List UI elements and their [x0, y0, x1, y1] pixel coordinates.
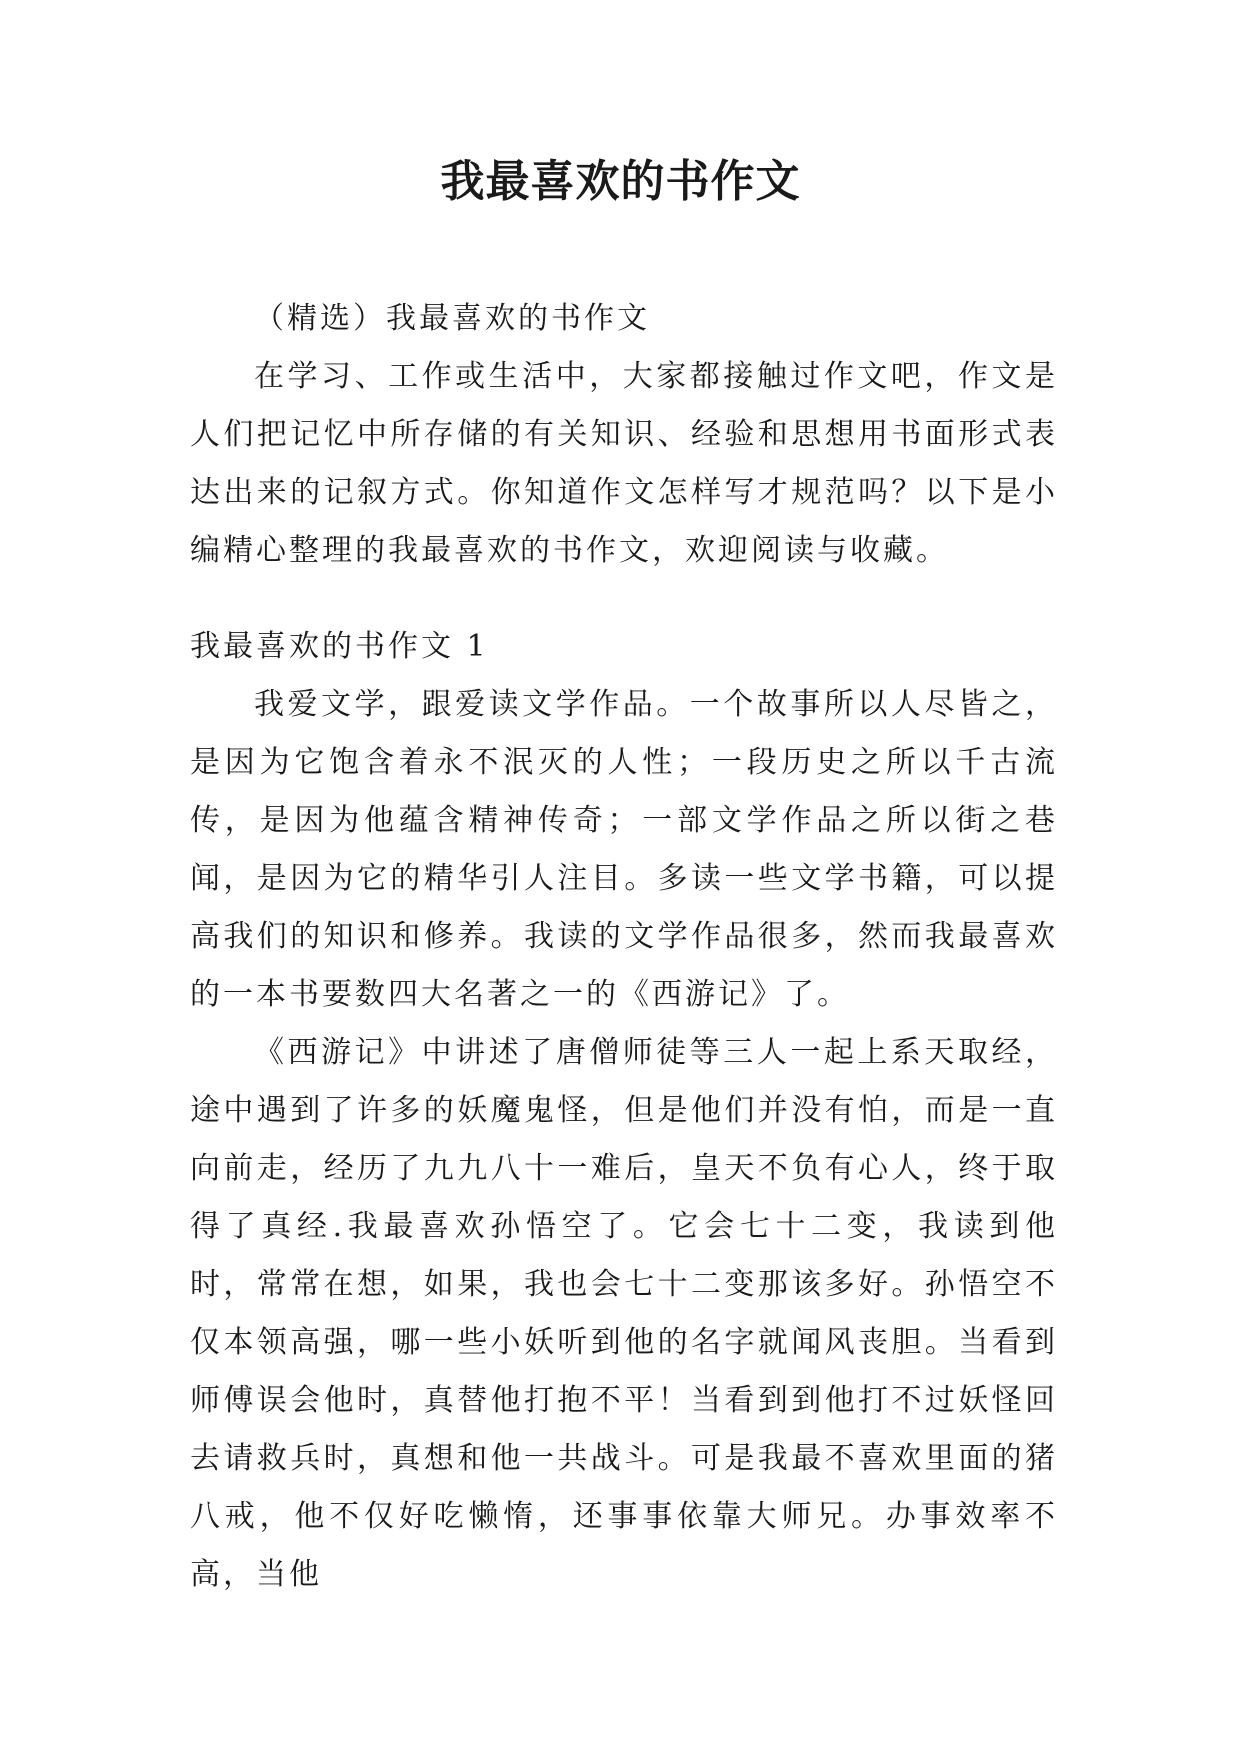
intro-label: （精选）我最喜欢的书作文: [254, 301, 650, 336]
page-title: 我最喜欢的书作文: [440, 156, 801, 207]
intro-paragraph: 在学习、工作或生活中，大家都接触过作文吧，作文是人们把记忆中所存储的有关知识、经验和思想用书面形式表达出来的记叙方式。你知道作文怎样写才规范吗？以下是小编精心整理的我最喜欢的书作文，欢迎阅读与收藏。: [190, 359, 1058, 568]
document-body: [190, 290, 1058, 1604]
section-paragraph-1: 我爱文学，跟爱读文学作品。一个故事所以人尽皆之，是因为它饱含着永不泯灭的人性；一段历史之所以千古流传，是因为他蕴含精神传奇；一部文学作品之所以街之巷闻，是因为它的精华引人注目。多读一些文学书籍，可以提高我们的知识和修养。我读的文学作品很多，然而我最喜欢的一本书要数四大名著之一的《西游记》了。: [190, 687, 1058, 1012]
section-spacer: [190, 580, 1058, 618]
section-paragraph-2: 《西游记》中讲述了唐僧师徒等三人一起上系天取经，途中遇到了许多的妖魔鬼怪，但是他们并没有怕，而是一直向前走，经历了九九八十一难后，皇天不负有心人，终于取得了真经.我最喜欢孙悟空了。它会七十二变，我读到他时，常常在想，如果，我也会七十二变那该多好。孙悟空不仅本领高强，哪一些小妖听到他的名字就闻风丧胆。当看到师傅误会他时，真替他打抱不平！当看到到他打不过妖怪回去请救兵时，真想和他一共战斗。可是我最不喜欢里面的猪八戒，他不仅好吃懒惰，还事事依靠大师兄。办事效率不高，当他: [190, 1035, 1058, 1592]
section-heading: 我最喜欢的书作文 1: [190, 629, 489, 664]
